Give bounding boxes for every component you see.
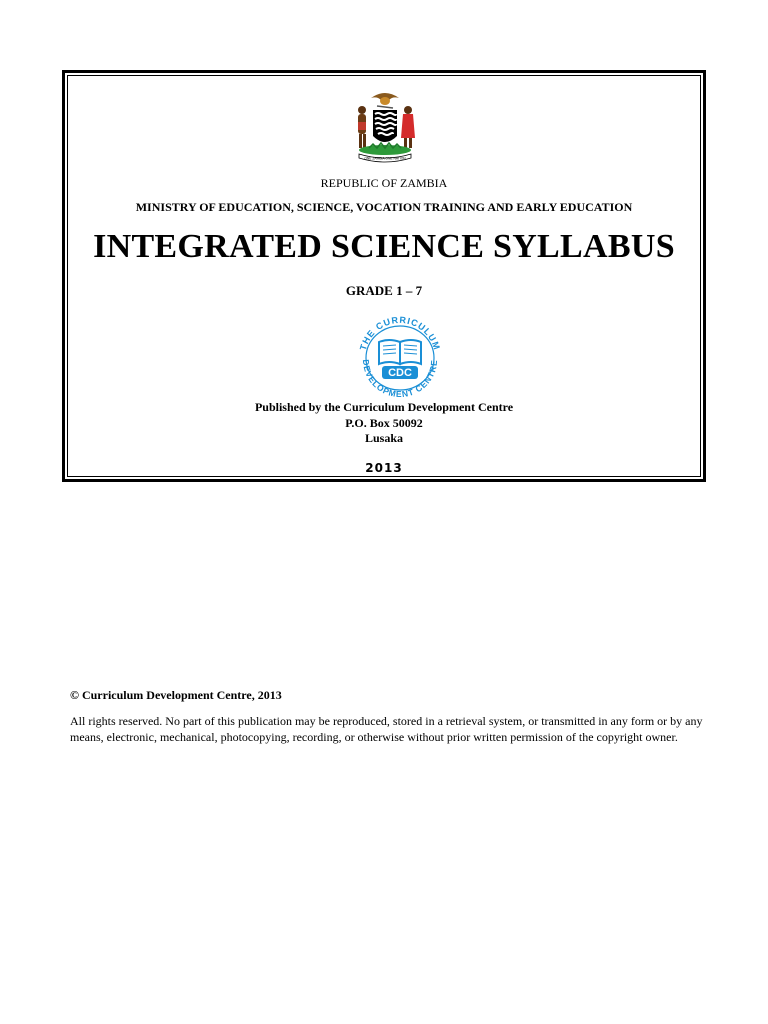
publisher-block: [0, 400, 768, 447]
svg-text:DEVELOPMENT CENTRE: DEVELOPMENT CENTRE: [360, 358, 440, 400]
publication-year: 2013: [365, 461, 403, 475]
svg-text:CDC: CDC: [388, 367, 412, 379]
svg-text:THE CURRICULUM: THE CURRICULUM: [357, 314, 443, 352]
rights-statement: [70, 713, 710, 745]
republic-label: REPUBLIC OF ZAMBIA: [320, 176, 448, 190]
publisher-name: Published by the Curriculum Development Centre: [254, 400, 514, 414]
grade-label: GRADE 1 – 7: [345, 283, 423, 298]
copyright-notice: © Curriculum Development Centre, 2013: [70, 688, 282, 702]
publisher-po-box: P.O. Box 50092: [345, 415, 423, 430]
document-title: INTEGRATED SCIENCE SYLLABUS: [93, 228, 675, 265]
rights-line-1: All rights reserved. No part of this publication may be reproduced, stored in a retrieval system, or transmitted in any form or by any: [70, 714, 703, 728]
svg-text:ONE ZAMBIA ONE NATION: ONE ZAMBIA ONE NATION: [364, 156, 406, 161]
publisher-city: Lusaka: [364, 431, 404, 445]
zambia-coat-of-arms-emblem: [349, 88, 421, 164]
ministry-label: MINISTRY OF EDUCATION, SCIENCE, VOCATION TRAINING AND EARLY EDUCATION: [135, 200, 633, 214]
cdc-logo-emblem: [351, 314, 449, 400]
rights-line-2: means, electronic, mechanical, photocopying, recording, or otherwise without prior written permission of the copyright owner.: [70, 730, 678, 744]
